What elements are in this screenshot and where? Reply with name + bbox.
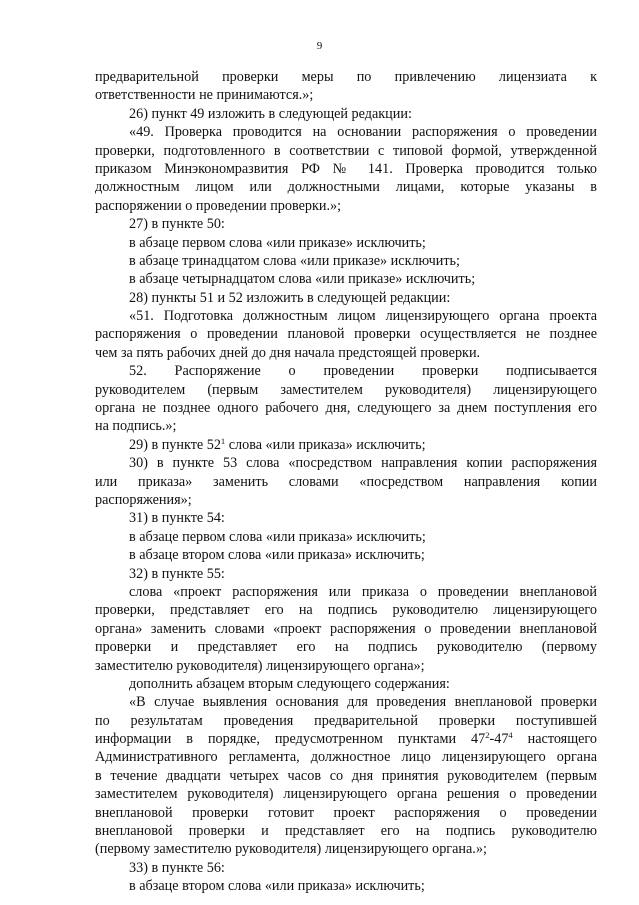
text-segment: информации в порядке, предусмотренном пунктами 47 bbox=[95, 731, 486, 748]
text-line: предварительной проверки меры по привлечению лицензиата к bbox=[95, 69, 597, 85]
text-line: проверки и представляет его на подпись руководителю (первому bbox=[95, 639, 597, 656]
text-line: в течение двадцати четырех часов со дня принятия руководителем (первым bbox=[95, 767, 597, 784]
text-line: чем за пять рабочих дней до дня начала предстоящей проверки. bbox=[95, 344, 481, 361]
text-segment: слова «или приказа» исключить; bbox=[225, 436, 426, 453]
text-line: в абзаце первом слова «или приказе» исключить; bbox=[129, 234, 426, 251]
amendment-item: 30) в пункте 53 слова «посредством направления копии распоряжения bbox=[129, 455, 597, 472]
text-line: проверки, подготовленного в соответствии с типовой формой, утвержденной bbox=[95, 142, 597, 159]
amendment-item: 33) в пункте 56: bbox=[129, 859, 225, 876]
text-line: проверки, представляет его на подпись руководителю лицензирующего bbox=[95, 602, 597, 619]
text-line: распоряжения о проведении плановой проверки осуществляется не позднее bbox=[95, 326, 597, 343]
text-line: должностным лицом или должностными лицами, которые указаны в bbox=[95, 179, 597, 196]
text-line: дополнить абзацем вторым следующего содержания: bbox=[129, 675, 450, 692]
text-line: (первому заместителю руководителя) лицензирующего органа.»; bbox=[95, 841, 487, 858]
text-line: приказом Минэкономразвития РФ № 141. Проверка проводится только bbox=[95, 160, 597, 177]
text-line: в абзаце втором слова «или приказа» исключить; bbox=[129, 878, 425, 895]
text-line: ответственности не принимаются.»; bbox=[95, 87, 314, 104]
text-line: слова «проект распоряжения или приказа о проведении внеплановой bbox=[129, 583, 597, 600]
text-line: по результатам проведения предварительной проверки поступившей bbox=[95, 712, 597, 729]
text-line: заместителем руководителя) лицензирующего органа решения о проведении bbox=[95, 786, 597, 803]
text-line: или приказа» заменить словами «посредством направления копии bbox=[95, 473, 597, 490]
amendment-item: 31) в пункте 54: bbox=[129, 510, 225, 527]
text-line: распоряжения»; bbox=[95, 491, 192, 508]
text-line: «51. Подготовка должностным лицом лицензирующего органа проекта bbox=[129, 308, 597, 325]
superscript: 1 bbox=[220, 435, 226, 446]
text-line bbox=[95, 730, 597, 748]
text-line: распоряжении о проведении проверки.»; bbox=[95, 197, 342, 214]
document-body bbox=[95, 68, 597, 896]
text-segment: настоящего bbox=[512, 731, 597, 748]
text-segment: -47 bbox=[489, 731, 509, 748]
page-number: 9 bbox=[316, 40, 323, 52]
text-line: внеплановой проверки и представляет его на подпись руководителю bbox=[95, 823, 597, 840]
superscript: 4 bbox=[508, 730, 513, 741]
text-line: внеплановой проверки готовит проект распоряжения о проведении bbox=[95, 804, 597, 821]
amendment-item: 27) в пункте 50: bbox=[129, 216, 225, 233]
text-line: на подпись.»; bbox=[95, 418, 177, 435]
text-line: руководителем (первым заместителем руководителя) лицензирующего bbox=[95, 381, 597, 398]
text-line: органа не позднее одного рабочего дня, следующего за днем поступления его bbox=[95, 400, 597, 417]
text-line: в абзаце первом слова «или приказа» исключить; bbox=[129, 528, 426, 545]
superscript: 2 bbox=[485, 730, 490, 741]
amendment-item: 26) пункт 49 изложить в следующей редакции: bbox=[129, 105, 412, 122]
text-line: Административного регламента, должностное лицо лицензирующего органа bbox=[95, 749, 597, 766]
text-line: «В случае выявления основания для проведения внеплановой проверки bbox=[129, 694, 597, 711]
text-line: заместителю руководителя) лицензирующего органа»; bbox=[95, 657, 425, 674]
amendment-item bbox=[95, 436, 597, 454]
text-line: 52. Распоряжение о проведении проверки подписывается bbox=[129, 363, 597, 380]
text-line: органа» заменить словами «проект распоряжения о проведении внеплановой bbox=[95, 620, 597, 637]
text-line: в абзаце четырнадцатом слова «или приказе» исключить; bbox=[129, 271, 476, 288]
text-line: в абзаце втором слова «или приказа» исключить; bbox=[129, 547, 425, 564]
text-segment: 29) в пункте 52 bbox=[129, 436, 221, 453]
text-line: в абзаце тринадцатом слова «или приказе» исключить; bbox=[129, 252, 460, 269]
amendment-item: 32) в пункте 55: bbox=[129, 565, 225, 582]
text-line: «49. Проверка проводится на основании распоряжения о проведении bbox=[129, 124, 597, 141]
amendment-item: 28) пункты 51 и 52 изложить в следующей редакции: bbox=[129, 289, 451, 306]
